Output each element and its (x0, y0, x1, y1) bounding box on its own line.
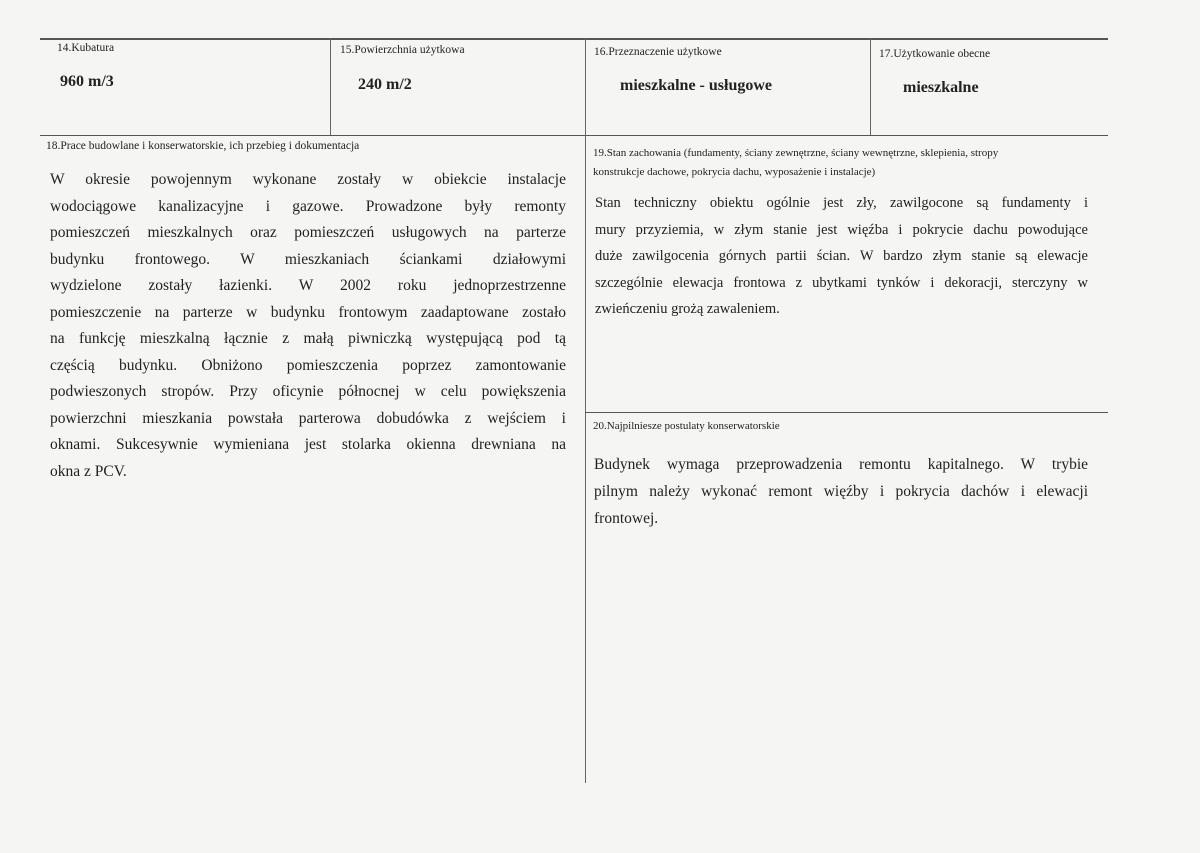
powierzchnia-label: 15.Powierzchnia użytkowa (340, 44, 465, 56)
text-line: mury przyziemia, w złym stanie jest więźba i pokrycie dachu powodujące (595, 221, 1088, 238)
text-line: frontowej. (594, 510, 659, 527)
text-line: Stan techniczny obiektu ogólnie jest zły, zawilgocone są fundamenty i (595, 195, 1088, 211)
column-divider (585, 38, 586, 783)
text-line: zwieńczeniu grożą zawaleniem. (595, 301, 780, 317)
top-rule (40, 38, 1108, 40)
text-line: Budynek wymaga przeprowadzenia remontu kapitalnego. W trybie (594, 456, 1088, 473)
text-line: pilnym należy wykonać remont więźby i pokrycia dachów i elewacji (594, 483, 1088, 500)
column-divider (870, 38, 871, 135)
powierzchnia-value: 240 m/2 (358, 76, 412, 93)
column-divider (330, 38, 331, 135)
uzytkowanie-value: mieszkalne (903, 79, 979, 96)
text-line: częścią budynku. Obniżono pomieszczenia poprzez zamontowanie (50, 356, 566, 374)
text-line: szczególnie elewacja frontowa z ubytkami tynków i dekoracji, sterczyny w (595, 274, 1088, 291)
prace-label: 18.Prace budowlane i konserwatorskie, ich przebieg i dokumentacja (46, 140, 360, 152)
kubatura-label: 14.Kubatura (57, 42, 115, 54)
text-line: powierzchni mieszkania powstała parterowa dobudówka z wejściem i (50, 409, 566, 427)
kubatura-value: 960 m/3 (60, 73, 114, 90)
postulaty-text (594, 451, 1088, 532)
uzytkowanie-label: 17.Użytkowanie obecne (879, 48, 991, 60)
prace-text (50, 167, 566, 485)
stan-text (595, 190, 1088, 323)
text-line: budynku frontowego. W mieszkaniach ściankami działowymi (50, 250, 566, 268)
text-line: duże zawilgocenia górnych partii ścian. W bardzo złym stanie są elewacje (595, 248, 1088, 264)
postulaty-label: 20.Najpilniesze postulaty konserwatorskie (593, 420, 780, 432)
przeznaczenie-value: mieszkalne - usługowe (620, 77, 772, 94)
section-divider (585, 412, 1108, 413)
text-line: podwieszonych stropów. Przy oficynie północnej w celu powiększenia (50, 383, 566, 400)
stan-label (593, 144, 998, 182)
text-line: pomieszczeń mieszkalnych oraz pomieszczeń usługowych na parterze (50, 224, 566, 241)
text-line: pomieszczenie na parterze w budynku frontowym zaadaptowane zostało (50, 303, 566, 321)
text-line: na funkcję mieszkalną łącznie z małą piwniczką występującą pod tą (50, 330, 566, 347)
text-line: wodociągowe kanalizacyjne i gazowe. Prowadzone były remonty (50, 197, 566, 215)
przeznaczenie-label: 16.Przeznaczenie użytkowe (594, 46, 722, 58)
row-divider (40, 135, 1108, 136)
text-line: oknami. Sukcesywnie wymieniana jest stolarka okienna drewniana na (50, 436, 566, 453)
label-line: 19.Stan zachowania (fundamenty, ściany zewnętrzne, ściany wewnętrzne, sklepienia, stropy (593, 147, 999, 159)
text-line: W okresie powojennym wykonane zostały w obiekcie instalacje (50, 171, 566, 188)
text-line: okna z PCV. (50, 462, 127, 480)
label-line: konstrukcje dachowe, pokrycia dachu, wyposażenie i instalacje) (593, 166, 876, 178)
text-line: wydzielone zostały łazienki. W 2002 roku jednoprzestrzenne (50, 277, 566, 294)
